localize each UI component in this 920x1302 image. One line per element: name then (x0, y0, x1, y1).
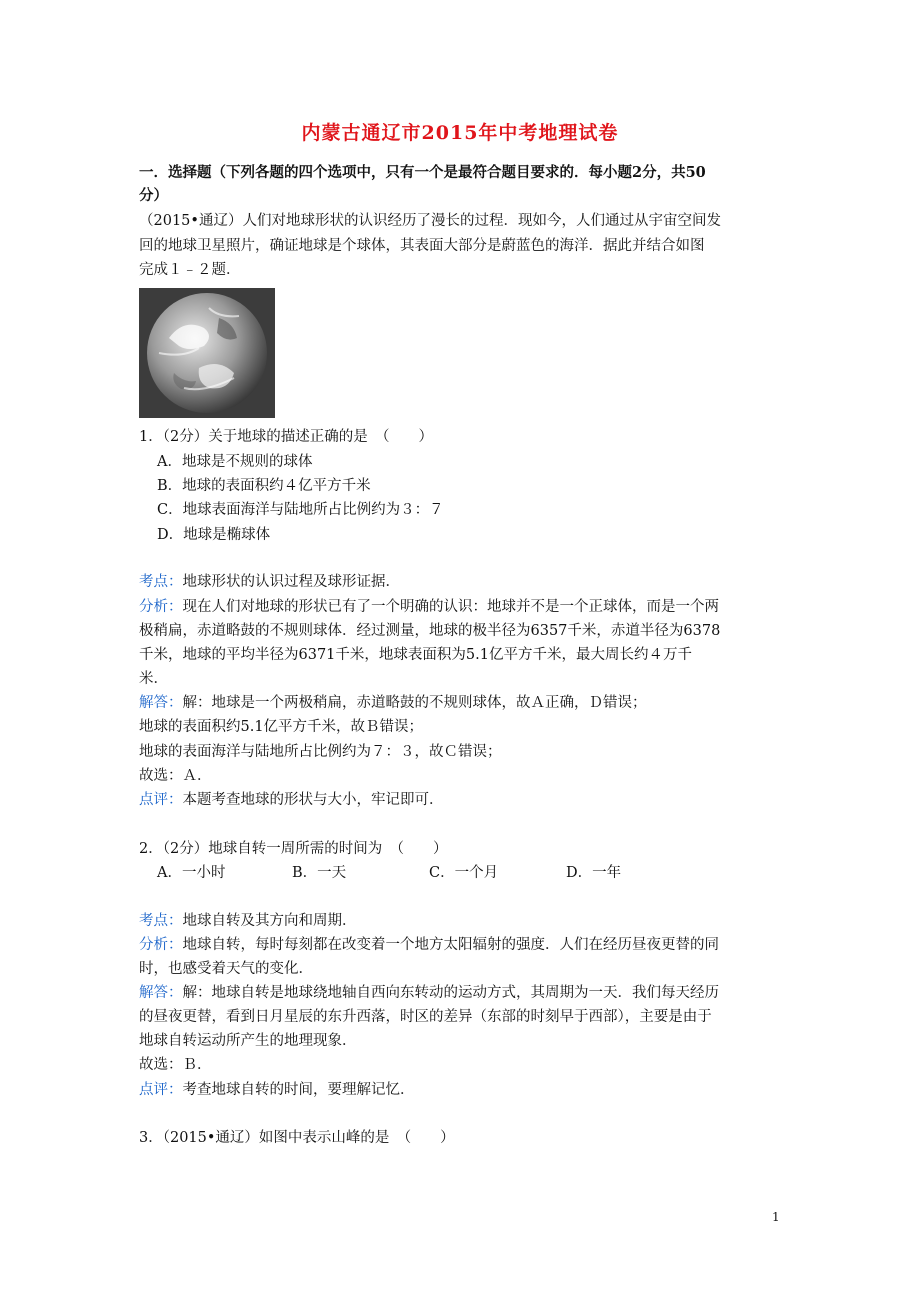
q2-jieda-cont: 的昼夜更替，看到日月星辰的东升西落，时区的差异（东部的时刻早于西部），主要是由于 (139, 1009, 712, 1025)
q2-option-c: C．一个月 (429, 865, 499, 881)
dianping-text: 考查地球自转的时间，要理解记忆． (182, 1082, 415, 1098)
q1-option-c: C．地球表面海洋与陆地所占比例约为３：７ (157, 502, 444, 518)
q2-kaodian (139, 911, 357, 931)
q2-jieda-cont: 故选：Ｂ． (139, 1057, 212, 1073)
dianping-label: 点评： (139, 792, 183, 808)
jieda-text: 解：地球自转是地球绕地轴自西向东转动的运动方式，其周期为一天．我们每天经历 (182, 985, 719, 1001)
q1-jieda-cont: 故选：Ａ． (139, 768, 212, 784)
q2-option-b: B．一天 (292, 865, 347, 881)
dianping-text: 本题考查地球的形状与大小，牢记即可． (182, 792, 444, 808)
q1-kaodian (139, 572, 400, 592)
q1-fenxi-cont: 米． (139, 671, 168, 687)
fenxi-text: 现在人们对地球的形状已有了一个明确的认识：地球并不是一个正球体，而是一个两 (182, 599, 719, 615)
jieda-label: 解答： (139, 695, 183, 711)
intro-text: （2015•通辽）人们对地球形状的认识经历了漫长的过程．现如今，人们通过从宇宙空间发 (139, 213, 721, 229)
earth-globe-icon (139, 288, 275, 418)
page-number: 1 (772, 1210, 780, 1224)
q1-jieda (139, 693, 647, 713)
intro-text: 回的地球卫星照片，确证地球是个球体，其表面大部分是蔚蓝色的海洋．据此并结合如图 (139, 238, 705, 254)
question-2-stem: 2．（2分）地球自转一周所需的时间为 （ ） (139, 841, 448, 857)
section-heading: 一．选择题（下列各题的四个选项中，只有一个是最符合题目要求的．每小题2分，共50 (139, 164, 706, 181)
q2-option-d: D．一年 (566, 865, 622, 881)
q2-fenxi (139, 935, 719, 955)
q1-fenxi-cont: 极稍扁，赤道略鼓的不规则球体．经过测量，地球的极半径为6357千米，赤道半径为6378 (139, 623, 721, 639)
q1-option-d: D．地球是椭球体 (157, 527, 271, 543)
q2-dianping (139, 1080, 415, 1100)
dianping-label: 点评： (139, 1082, 183, 1098)
q2-fenxi-cont: 时，也感受着天气的变化． (139, 961, 313, 977)
kaodian-label: 考点： (139, 574, 183, 590)
q1-fenxi (139, 597, 719, 617)
fenxi-text: 地球自转，每时每刻都在改变着一个地方太阳辐射的强度．人们在经历昼夜更替的同 (182, 937, 719, 953)
page-title: 内蒙古通辽市2015年中考地理试卷 (301, 122, 619, 144)
q1-option-b: B．地球的表面积约４亿平方千米 (157, 478, 371, 494)
kaodian-label: 考点： (139, 913, 183, 929)
earth-photo (139, 288, 275, 418)
q2-option-a: A．一小时 (157, 865, 226, 881)
question-3-stem: 3．（2015•通辽）如图中表示山峰的是 （ ） (139, 1130, 455, 1146)
q1-dianping (139, 790, 444, 810)
q2-jieda (139, 983, 719, 1003)
q1-option-a: A．地球是不规则的球体 (157, 454, 313, 470)
q1-fenxi-cont: 千米，地球的平均半径为6371千米，地球表面积为5.1亿平方千米，最大周长约４万千 (139, 647, 692, 663)
question-1-stem: 1．（2分）关于地球的描述正确的是 （ ） (139, 429, 433, 445)
kaodian-text: 地球形状的认识过程及球形证据． (182, 574, 400, 590)
intro-text: 完成１﹣２题． (139, 262, 241, 278)
section-heading-cont: 分） (139, 187, 168, 204)
q1-jieda-cont: 地球的表面积约5.1亿平方千米，故Ｂ错误； (139, 719, 424, 735)
jieda-label: 解答： (139, 985, 183, 1001)
jieda-text: 解：地球是一个两极稍扁，赤道略鼓的不规则球体，故Ａ正确，Ｄ错误； (182, 695, 647, 711)
fenxi-label: 分析： (139, 937, 183, 953)
q2-jieda-cont: 地球自转运动所产生的地理现象． (139, 1033, 357, 1049)
kaodian-text: 地球自转及其方向和周期． (182, 913, 357, 929)
q1-jieda-cont: 地球的表面海洋与陆地所占比例约为７：３，故Ｃ错误； (139, 744, 502, 760)
fenxi-label: 分析： (139, 599, 183, 615)
